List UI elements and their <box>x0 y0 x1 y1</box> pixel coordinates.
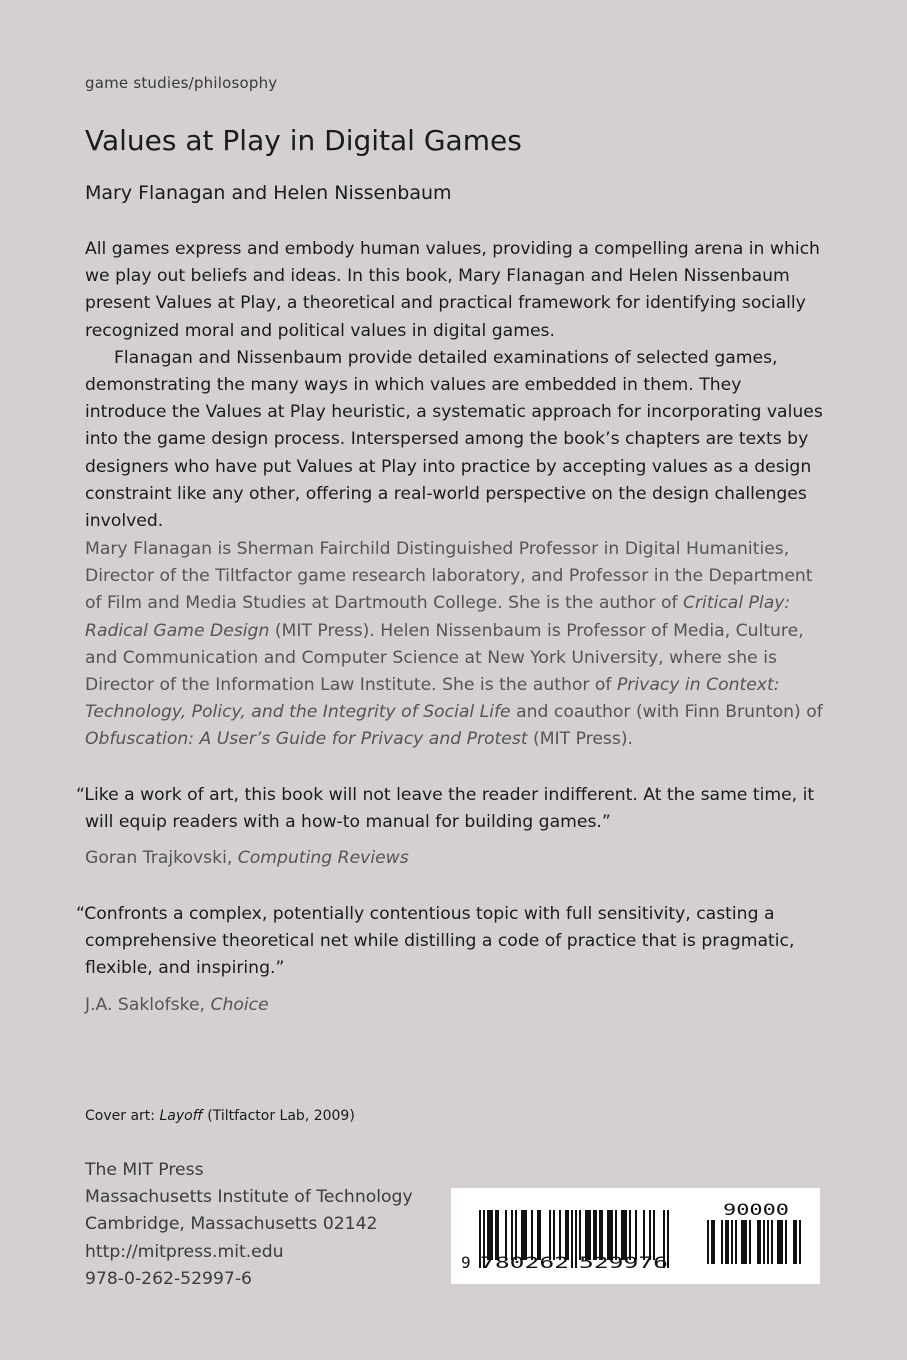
barcode-bar <box>779 1220 781 1264</box>
isbn: 978-0-262-52997-6 <box>85 1268 252 1289</box>
barcode-bar <box>799 1220 801 1264</box>
barcode-bar <box>771 1220 773 1264</box>
quote-publication: Choice <box>210 994 269 1015</box>
description-paragraph: Flanagan and Nissenbaum provide detailed examinations of selected games, demonstrating the many ways in which values are embedded in them. They introduce the Values at Play heuristic, a systematic approach for incorporating values into the game design process. Interspersed among the book’s chapters are texts by designers who have put Values at Play into practice by accepting values as a design constraint like any other, offering a real-world perspective on the design challenges involved. <box>85 347 823 532</box>
isbn-barcode <box>451 1188 820 1284</box>
bio-text: (MIT Press). Helen Nissenbaum is Professor of Media, Culture, and Communication and Computer Science at New York University, where she is Director of the Information Law Institute. She is the author of <box>85 620 804 696</box>
barcode-bar <box>741 1220 743 1264</box>
barcode-bar <box>763 1220 765 1264</box>
barcode-bar <box>749 1220 751 1264</box>
barcode-price-code: 90000 <box>723 1200 789 1219</box>
quote-author: J.A. Saklofske, <box>85 994 211 1015</box>
quote-text: “Like a work of art, this book will not leave the reader indifferent. At the same time, it will equip readers with a how-to manual for building games.” <box>76 785 815 833</box>
description-paragraph: All games express and embody human values, providing a compelling arena in which we play out beliefs and ideas. In this book, Mary Flanagan and Helen Nissenbaum present Values at Play, a theoretical and practical framework for identifying socially recognized moral and political values in digital games. <box>85 239 820 341</box>
barcode-bar <box>785 1220 787 1264</box>
barcode-bar <box>793 1220 795 1264</box>
barcode-bar <box>759 1220 761 1264</box>
barcode-bar <box>731 1220 733 1264</box>
bio-paragraph <box>85 536 825 754</box>
bio-text: and coauthor (with Finn Brunton) of <box>510 702 823 723</box>
barcode-bar <box>727 1220 729 1264</box>
book-reference: Critical Play: Radical Game Design <box>85 593 791 641</box>
quote-author: Goran Trajkovski, <box>85 848 238 869</box>
barcode-bar <box>575 1210 577 1268</box>
barcode-bar <box>713 1220 715 1264</box>
author-bio <box>85 536 825 754</box>
barcode-left-digits: 780262 <box>480 1253 569 1272</box>
book-reference: Privacy in Context: Technology, Policy, and the Integrity of Social Life <box>85 675 780 723</box>
barcode-bar <box>757 1220 759 1264</box>
barcode-bar <box>767 1220 769 1264</box>
category-label: game studies/philosophy <box>85 74 278 92</box>
cover-art-source: (Tiltfactor Lab, 2009) <box>202 1108 355 1124</box>
publisher-institution: Massachusetts Institute of Technology <box>85 1187 413 1208</box>
quote-source <box>85 992 825 1019</box>
barcode-bar <box>707 1220 709 1264</box>
barcode-bar <box>743 1220 745 1264</box>
bio-text: Mary Flanagan is Sherman Fairchild Distinguished Professor in Digital Humanities, Director of the Tiltfactor game research laboratory, and Professor in the Department of Film and Media Studies at Dartmouth College. She is the author of <box>85 539 813 614</box>
publisher-url: http://mitpress.mit.edu <box>85 1241 284 1262</box>
quote-publication: Computing Reviews <box>237 848 409 869</box>
price-addon-bars <box>707 1220 801 1264</box>
review-quote <box>76 901 825 1019</box>
barcode-bar <box>795 1220 797 1264</box>
cover-art-credit <box>85 1108 355 1124</box>
barcode-bar <box>725 1220 727 1264</box>
book-authors: Mary Flanagan and Helen Nissenbaum <box>85 182 452 204</box>
review-quote <box>76 782 825 873</box>
cover-art-label: Cover art: <box>85 1108 160 1124</box>
book-title: Values at Play in Digital Games <box>85 124 522 157</box>
publisher-address: Cambridge, Massachusetts 02142 <box>85 1214 378 1235</box>
cover-art-work: Layoff <box>159 1108 203 1124</box>
barcode-bar <box>721 1220 723 1264</box>
barcode-bar <box>571 1210 573 1268</box>
publisher-block <box>85 1157 413 1293</box>
barcode-bar <box>711 1220 713 1264</box>
barcode-bar <box>745 1220 747 1264</box>
barcode-bar <box>777 1220 779 1264</box>
barcode-bar <box>735 1220 737 1264</box>
book-description <box>85 236 825 535</box>
quote-source <box>85 845 825 872</box>
barcode-right-digits: 529976 <box>579 1253 668 1272</box>
publisher-name: The MIT Press <box>85 1160 204 1180</box>
barcode-prefix-digit: 9 <box>461 1253 471 1272</box>
book-reference: Obfuscation: A User’s Guide for Privacy and Protest <box>85 729 528 750</box>
barcode-bar <box>781 1220 783 1264</box>
quote-text: “Confronts a complex, potentially contentious topic with full sensitivity, casting a comprehensive theoretical net while distilling a code of practice that is pragmatic, flexible, and inspiring.” <box>76 904 795 979</box>
bio-text: (MIT Press). <box>527 729 633 750</box>
barcode-graphic <box>451 1188 820 1284</box>
